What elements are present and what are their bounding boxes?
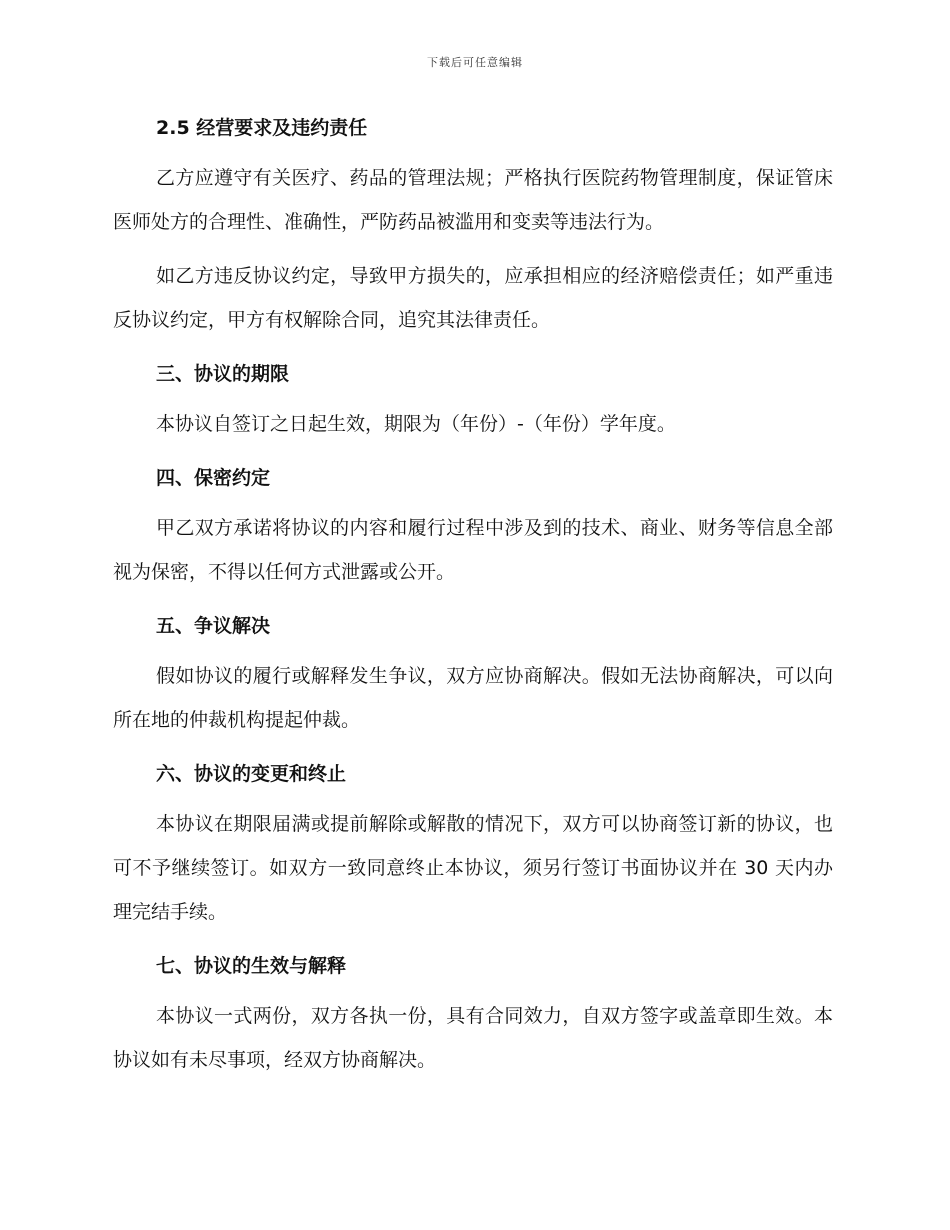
paragraph: 如乙方违反协议约定，导致甲方损失的，应承担相应的经济赔偿责任；如严重违反协议约定，甲方有权解除合同，追究其法律责任。 [113, 265, 833, 331]
document-body [113, 110, 833, 1082]
section-heading-change-termination: 六、协议的变更和终止 [156, 763, 347, 785]
page-header: 下载后可任意编辑 [427, 56, 523, 69]
paragraph: 假如协议的履行或解释发生争议，双方应协商解决。假如无法协商解决，可以向所在地的仲裁机构提起仲裁。 [113, 665, 833, 731]
paragraph: 本协议自签订之日起生效，期限为（年份）-（年份）学年度。 [156, 413, 676, 435]
section-heading-term: 三、协议的期限 [156, 363, 290, 385]
section-heading-effect-interpretation: 七、协议的生效与解释 [156, 955, 347, 977]
paragraph: 本协议一式两份，双方各执一份，具有合同效力，自双方签字或盖章即生效。本协议如有未尽事项，经双方协商解决。 [113, 1005, 833, 1071]
section-heading-dispute: 五、争议解决 [156, 615, 271, 637]
paragraph: 本协议在期限届满或提前解除或解散的情况下，双方可以协商签订新的协议，也可不予继续签订。如双方一致同意终止本协议，须另行签订书面协议并在 30 天内办理完结手续。 [113, 813, 833, 923]
paragraph: 甲乙双方承诺将协议的内容和履行过程中涉及到的技术、商业、财务等信息全部视为保密，不得以任何方式泄露或公开。 [113, 517, 833, 583]
section-heading-2-5: 2.5 经营要求及违约责任 [156, 117, 368, 139]
paragraph: 乙方应遵守有关医疗、药品的管理法规；严格执行医院药物管理制度，保证管床医师处方的合理性、准确性，严防药品被滥用和变卖等违法行为。 [113, 167, 833, 233]
section-heading-confidentiality: 四、保密约定 [156, 467, 271, 489]
